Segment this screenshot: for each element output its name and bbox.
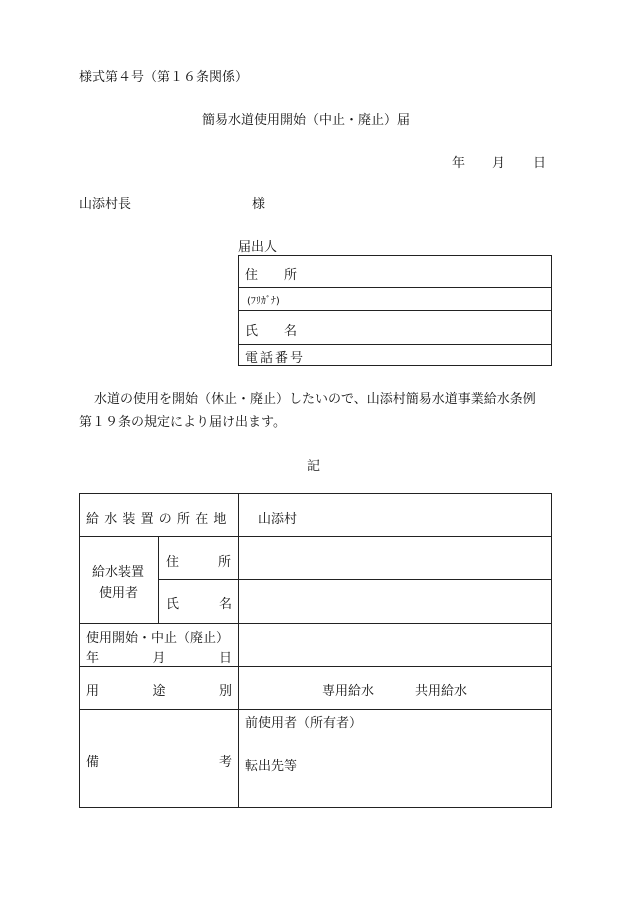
remarks-previous-user: 前使用者（所有者） <box>245 716 363 731</box>
remarks-moving-destination: 転出先等 <box>245 759 298 774</box>
ki-heading: 記 <box>307 459 321 474</box>
date-label-2: 年 月 日 <box>86 651 232 666</box>
addressee-name: 山添村長 <box>79 197 132 212</box>
date-year: 年 <box>452 156 466 171</box>
body-line-2: 第１９条の規定により届け出ます。 <box>79 415 286 430</box>
user-label-1: 給水装置 <box>92 565 145 580</box>
applicant-name-label: 氏 名 <box>245 324 298 339</box>
date-day: 日 <box>533 156 547 171</box>
remarks-label: 備 考 <box>86 755 232 770</box>
user-label-2: 使用者 <box>99 586 139 601</box>
user-address-label: 住 所 <box>166 555 232 570</box>
purpose-option-private: 専用給水 <box>322 684 375 699</box>
form-number: 様式第４号（第１６条関係） <box>79 70 249 85</box>
location-label: 給水装置の所在地 <box>86 512 232 527</box>
applicant-address-label: 住 所 <box>245 268 298 283</box>
body-line-1: 水道の使用を開始（休止・廃止）したいので、山添村簡易水道事業給水条例 <box>94 392 536 407</box>
date-label-1: 使用開始・中止（廃止） <box>86 631 230 646</box>
date-month: 月 <box>492 156 506 171</box>
user-name-label: 氏 名 <box>166 597 232 612</box>
form-title: 簡易水道使用開始（中止・廃止）届 <box>202 113 411 128</box>
applicant-phone-label: 電話番号 <box>245 351 306 366</box>
applicant-furigana-label: (ﾌﾘｶﾞﾅ) <box>247 296 280 307</box>
location-value: 山添村 <box>258 512 298 527</box>
purpose-option-shared: 共用給水 <box>415 684 468 699</box>
applicant-label: 届出人 <box>238 240 278 255</box>
addressee-honorific: 様 <box>252 197 266 212</box>
purpose-label: 用 途 別 <box>86 684 232 699</box>
